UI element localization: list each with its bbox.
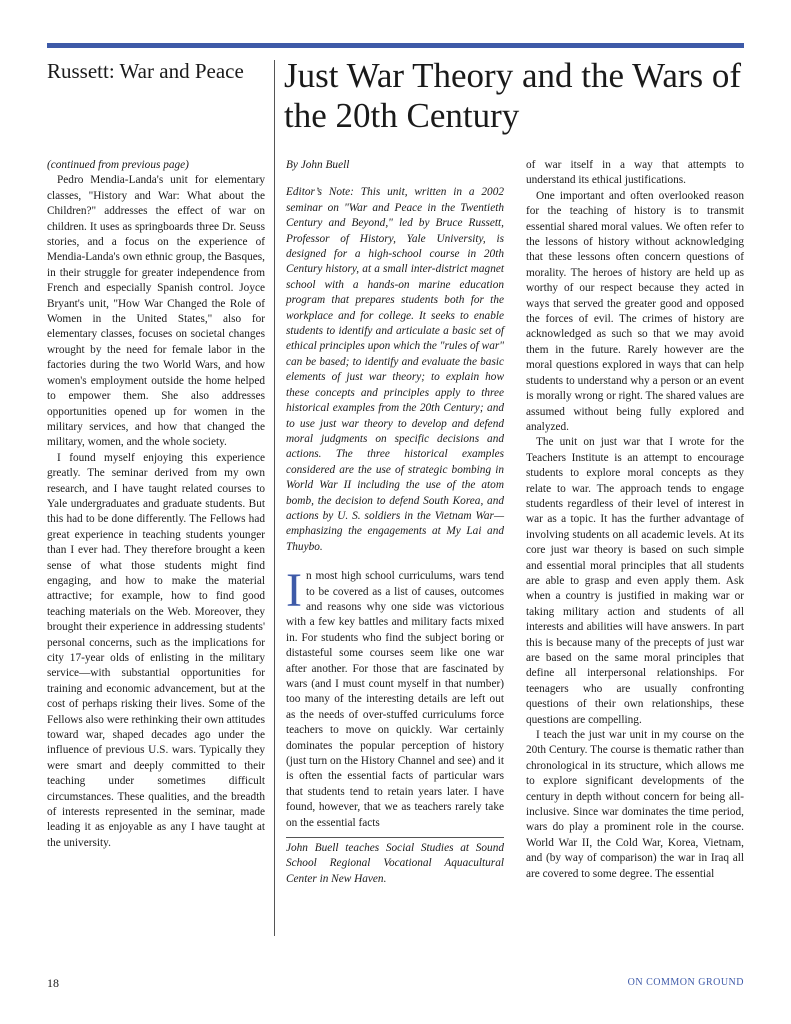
- magazine-name: ON COMMON GROUND: [627, 977, 744, 988]
- top-rule: [47, 43, 744, 48]
- drop-cap: I: [286, 564, 302, 618]
- paragraph: I teach the just war unit in my course on the 20th Century. The course is thematic rather than chronological in its structure, which allows me to explore significant developments of the century in depth without concern for being all-inclusive. Since war dominates the time period, wars do play a prominent role in the course. World War II, the Cold War, Korea, Vietnam, and (by way of comparison) the war in Iraq all are covered to some degree. The essential: [526, 729, 744, 880]
- author-bio: John Buell teaches Social Studies at Sound School Regional Vocational Aquacultural Center in New Haven.: [286, 837, 504, 887]
- opening-text: n most high school curriculums, wars tend to be covered as a list of causes, outcomes and reasons why one side was victorious with a few key battles and military facts mixed in. For students who find the subject boring or distasteful some courses seem like one war after another. For those that are fascinated by wars (and I must count myself in that number) too many of the interesting details are left out as the needs of over-stuffed curriculums force teachers to move on quickly. War certainly dominates the popular perception of history (just turn on the History Channel and see) and it is often the essential facts of particular wars that students tend to retain years later. I have found, however, that we as teachers rarely take on the essential facts: [286, 570, 504, 829]
- running-head: Russett: War and Peace: [47, 59, 244, 83]
- paragraph: The unit on just war that I wrote for the Teachers Institute is an attempt to encourage students to explore moral concepts as they relate to war. The approach tends to engage students regardless of their level of interest in war as a topic. It has the further advantage of involving students on all academic levels. At its core just war theory is based on such simple and essential moral principles that all students are able to grasp and even apply them. Ask when a country is justified in making war or taking military action and students of all interests and abilities will have answers. In part this is because many of the precepts of just war are based on the same moral principles that define all interpersonal relationships. For teenagers who are usually confronting questions of their own relationships, these questions are compelling.: [526, 436, 744, 726]
- column-divider: [274, 60, 275, 936]
- continued-note: (continued from previous page): [47, 159, 189, 171]
- column-right: [526, 158, 744, 882]
- editor-note: Editor’s Note: This unit, written in a 2002 seminar on "War and Peace in the Twentieth Century and Beyond," led by Bruce Russett, Professor of History, Yale University, is designed for a high-school course in 20th Century history, at a small inter-district magnet school with a hands-on marine education program that prepares students both for the workplace and for college. It seeks to enable students to identify and articulate a basic set of ethical principles upon which the "rules of war" can be based; to identify and evaluate the basic elements of just war theory; to explain how these concepts and principles apply to three historical examples from the 20th Century; and to use just war theory to develop and defend moral judgments on specific decisions and actions. The three historical examples considered are the use of strategic bombing in World War II including the use of the atom bomb, the decision to defend South Korea, and actions by U. S. soldiers in the Vietnam War—emphasizing the engagements at My Lai and Thuybo.: [286, 186, 504, 553]
- paragraph: I found myself enjoying this experience greatly. The seminar derived from my own research, and I have taught related courses to Yale undergraduates and graduate students. But this had to be done differently. The Fellows had great experience in teaching students younger than I ever had. They therefore brought a keen sense of what those students might find engaging, and how to make the material attractive; for example, how to find good teaching materials on the Web. Moreover, they brought their experience in addressing students' personal concerns, such as the implications for city 17-year olds of enlisting in the military service—with substantial opportunities for training and economic advancement, but at the cost of perhaps risking their lives. Some of the Fellows also were rethinking their own attitudes toward war, shaped decades ago under the influence of previous U.S. wars. Typically they were smart and deeply committed to their teaching under sometimes difficult circumstances. These qualities, and the breadth of interests represented in the seminar, made leading it as enjoyable as any I have taught at the university.: [47, 451, 265, 849]
- column-left: [47, 158, 265, 851]
- paragraph: Pedro Mendia-Landa's unit for elementary classes, "History and War: What about the Children?" addresses the effect of war on children. It uses as springboards three Dr. Seuss stories, and a focus on the experience of Mendia-Landa's own ethnic group, the Basques, in their struggle for greater independence from French and especially Spanish control. Joyce Bryant's unit, "How War Changed the Role of Women in the United States," also for elementary classes, focuses on societal changes wrought by the need for female labor in the factories during the two World Wars, and how women's employment outside the home helped to empower them. She also addresses opportunities opened up for women in the military services, and how that changed the military, women, and the whole society.: [47, 174, 265, 449]
- article-opening: [286, 564, 504, 831]
- byline: By John Buell: [286, 159, 350, 171]
- paragraph: One important and often overlooked reason for the teaching of history is to transmit essential shared moral values. We often refer to the lessons of history without acknowledging that these lessons often concern questions of morality. The heroes of history are held up as worthy of our respect because they acted in ways that served the greater good and opposed the forces of evil. The crimes of history are acknowledged as such so that we may avoid them in the future. Rarely however are the moral questions explored in ways that can help students to understand why a person or an event is morally wrong or right. The shared values are assumed without being fully explored and analyzed.: [526, 189, 744, 433]
- column-middle: [286, 158, 504, 887]
- article-title: Just War Theory and the Wars of the 20th Century: [284, 56, 742, 135]
- page-number: 18: [47, 976, 59, 990]
- paragraph: of war itself in a way that attempts to understand its ethical justifications.: [526, 159, 744, 187]
